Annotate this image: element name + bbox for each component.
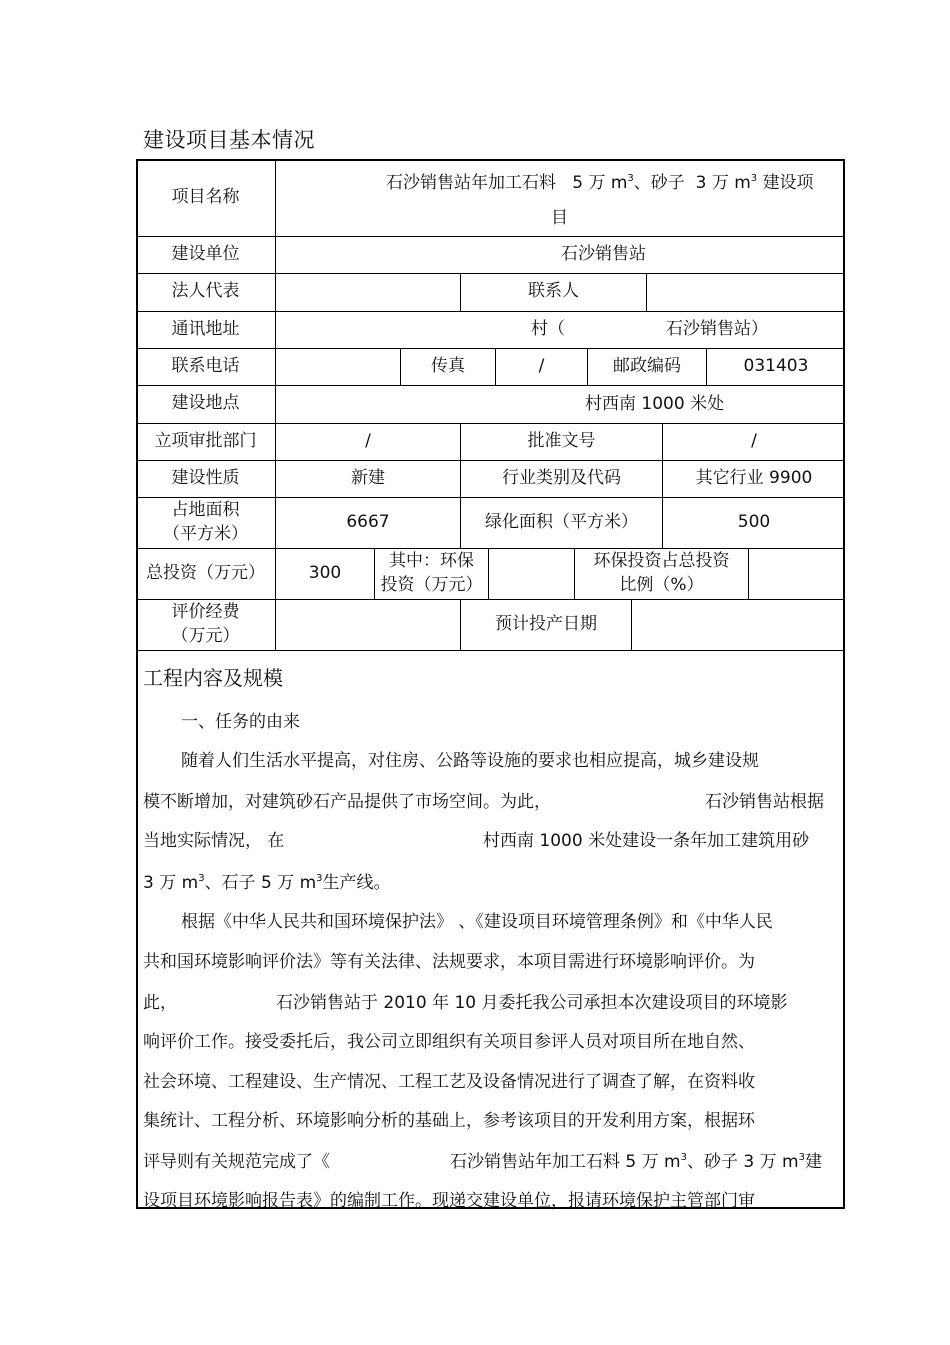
approval-dept-label: 立项审批部门 [154, 430, 257, 451]
paragraph-line: 模不断增加，对建筑砂石产品提供了市场空间。为此， [143, 792, 551, 812]
approval-dept-value: / [365, 430, 371, 451]
address-value-village: 村（ [531, 319, 565, 339]
area-label: 占地面积 （平方米） [163, 499, 248, 544]
industry-value: 其它行业 9900 [695, 467, 813, 488]
approval-doc-label: 批准文号 [527, 430, 596, 451]
project-name-value-cont: 目 [551, 208, 568, 228]
postcode-value: 031403 [743, 355, 809, 376]
paragraph-line: 社会环境、工程建设、生产情况、工程工艺及设备情况进行了调查了解，在资料收 [143, 1072, 755, 1092]
paragraph-line: 根据《中华人民共和国环境保护法》 、《建设项目环境管理条例》和《中华人民 [181, 912, 773, 932]
paragraph-line: 3 万 $m^3$、石子 5 万 $m^3$生产线。 [143, 873, 391, 893]
paragraph-line: 共和国环境影响评价法》等有关法律、法规要求，本项目需进行环境影响评价。为 [143, 952, 755, 972]
invest-value: 300 [308, 562, 342, 583]
paragraph-line: 设项目环境影响报告表》的编制工作。现递交建设单位，报请环境保护主管部门审 [143, 1191, 755, 1211]
approval-doc-value: / [751, 430, 757, 451]
expected-date-label: 预计投产日期 [495, 613, 597, 634]
builder-value: 石沙销售站 [561, 243, 646, 264]
paragraph-line: 当地实际情况， 在 [143, 831, 285, 851]
env-invest-label: 其中：环保 投资（万元） [380, 550, 483, 595]
area-value: 6667 [346, 511, 390, 532]
green-value: 500 [737, 511, 771, 532]
invest-label: 总投资（万元） [146, 562, 265, 583]
nature-label: 建设性质 [171, 467, 240, 488]
legal-rep-label: 法人代表 [171, 281, 240, 302]
paragraph-line: 石沙销售站根据 [705, 792, 824, 812]
table-rule [631, 599, 632, 650]
site-label: 建设地点 [171, 393, 240, 414]
env-ratio-label: 环保投资占总投资 比例（%） [593, 550, 730, 595]
industry-label: 行业类别及代码 [502, 467, 621, 488]
site-value: 村西南 1000 米处 [585, 394, 725, 414]
eval-fee-label: 评价经费 （万元） [171, 601, 240, 646]
paragraph-line: 评导则有关规范完成了《 [143, 1152, 330, 1172]
paragraph-line: 此， [143, 993, 177, 1013]
paragraph-line: 集统计、工程分析、环境影响分析的基础上，参考该项目的开发利用方案，根据环 [143, 1111, 755, 1131]
project-name-label: 项目名称 [171, 186, 240, 207]
fax-label: 传真 [431, 355, 465, 376]
paragraph-line: 村西南 1000 米处建设一条年加工建筑用砂 [483, 831, 810, 851]
paragraph-line: 石沙销售站年加工石料 5 万 $m^3$、砂子 3 万 $m^3$建 [450, 1152, 822, 1172]
section-subtitle: 一、任务的由来 [181, 712, 300, 732]
builder-label: 建设单位 [171, 243, 240, 264]
postcode-label: 邮政编码 [613, 355, 681, 376]
nature-value: 新建 [351, 467, 385, 488]
table-rule [488, 548, 489, 599]
address-value-station: 石沙销售站） [666, 319, 768, 339]
paragraph-line: 随着人们生活水平提高，对住房、公路等设施的要求也相应提高，城乡建设规 [181, 751, 759, 771]
section-title: 工程内容及规模 [143, 666, 283, 690]
green-label: 绿化面积（平方米） [485, 511, 638, 532]
table-rule [646, 273, 647, 311]
project-name-value: 石沙销售站年加工石料 5 万 $m^3$、砂子 3 万 $m^3$ 建设项 [386, 173, 814, 193]
fax-value: / [538, 355, 545, 376]
address-label: 通讯地址 [171, 318, 240, 339]
paragraph-line: 石沙销售站于 2010 年 10 月委托我公司承担本次建设项目的环境影 [276, 993, 788, 1013]
paragraph-line: 响评价工作。接受委托后，我公司立即组织有关项目参评人员对项目所在地自然、 [143, 1032, 755, 1052]
table-rule [136, 650, 845, 651]
phone-label: 联系电话 [171, 355, 240, 376]
contact-label: 联系人 [528, 281, 579, 302]
table-rule [748, 548, 749, 599]
page-heading: 建设项目基本情况 [143, 128, 315, 152]
